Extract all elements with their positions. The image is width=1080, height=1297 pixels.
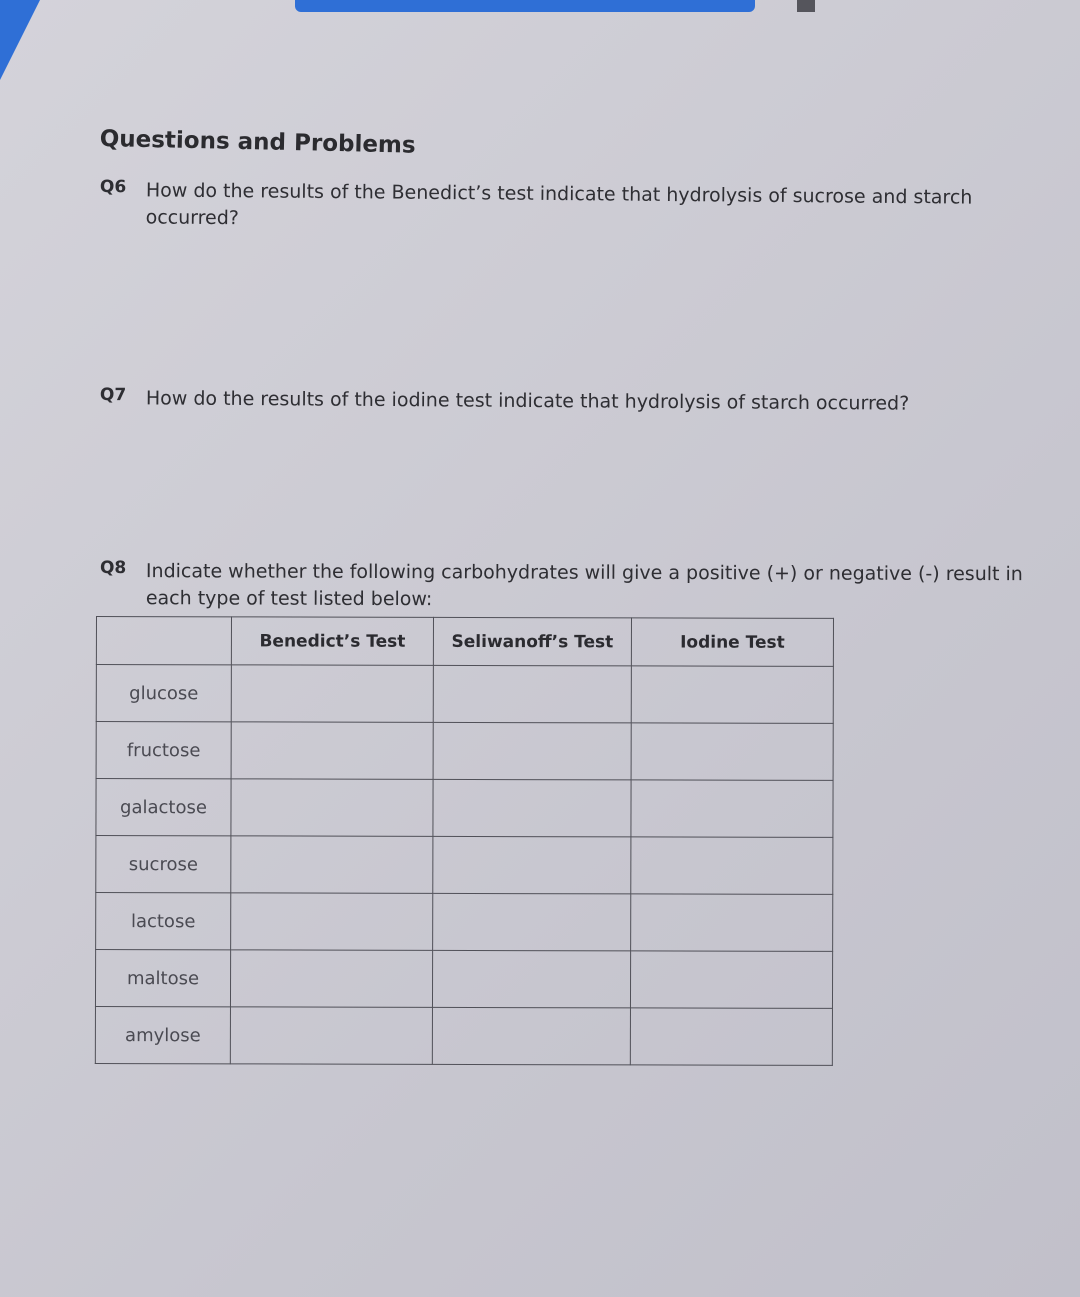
- row-label-amylose: amylose: [95, 1007, 230, 1064]
- answer-cell-benedicts[interactable]: [231, 779, 433, 837]
- answer-cell-benedicts[interactable]: [230, 950, 432, 1008]
- row-label-sucrose: sucrose: [96, 836, 231, 893]
- answer-cell-benedicts[interactable]: [231, 836, 433, 894]
- answer-cell-iodine[interactable]: [631, 666, 833, 724]
- table-row: [96, 722, 833, 781]
- answer-cell-seliwanoffs[interactable]: [433, 836, 631, 894]
- answer-cell-seliwanoffs[interactable]: [432, 950, 630, 1008]
- table-header-row: [96, 617, 833, 667]
- header-benedicts-test: Benedict’s Test: [231, 617, 433, 666]
- question-7-text: [146, 385, 910, 417]
- answer-cell-iodine[interactable]: [631, 894, 833, 952]
- answer-cell-benedicts[interactable]: [231, 893, 433, 951]
- row-label-lactose: lactose: [96, 893, 231, 950]
- question-8-text: [146, 558, 1023, 615]
- table-row: [96, 836, 833, 895]
- question-6-line-2: occurred?: [145, 206, 240, 230]
- row-label-galactose: galactose: [96, 779, 231, 836]
- question-7-line-1: How do the results of the iodine test indicate that hydrolysis of starch occurred?: [145, 387, 910, 415]
- header-iodine-test: Iodine Test: [631, 618, 833, 667]
- answer-cell-iodine[interactable]: [630, 1008, 832, 1066]
- row-label-maltose: maltose: [95, 950, 230, 1007]
- question-8-line-1: Indicate whether the following carbohydrates will give a positive (+) or negative (-) result in: [145, 560, 1023, 586]
- row-label-fructose: fructose: [96, 722, 231, 779]
- answer-cell-iodine[interactable]: [631, 723, 833, 781]
- answer-cell-benedicts[interactable]: [230, 1007, 432, 1065]
- answer-cell-seliwanoffs[interactable]: [433, 665, 631, 723]
- question-8-line-2: each type of test listed below:: [145, 587, 433, 611]
- answer-cell-iodine[interactable]: [630, 951, 832, 1009]
- table-row: [96, 893, 833, 952]
- answer-cell-seliwanoffs[interactable]: [433, 722, 631, 780]
- section-heading: Questions and Problems: [99, 126, 416, 159]
- results-table: [95, 616, 834, 1066]
- answer-cell-iodine[interactable]: [631, 780, 833, 838]
- question-8-number: Q8: [99, 558, 127, 579]
- table-row: [96, 779, 833, 838]
- answer-cell-seliwanoffs[interactable]: [432, 1007, 630, 1065]
- answer-cell-seliwanoffs[interactable]: [433, 893, 631, 951]
- answer-cell-seliwanoffs[interactable]: [433, 779, 631, 837]
- question-6-line-1: How do the results of the Benedict’s test indicate that hydrolysis of sucrose and starch: [145, 179, 973, 209]
- question-7-number: Q7: [99, 385, 127, 406]
- header-blank: [96, 617, 231, 665]
- table-row: [96, 665, 833, 724]
- answer-cell-iodine[interactable]: [631, 837, 833, 895]
- header-seliwanoffs-test: Seliwanoff’s Test: [433, 617, 631, 666]
- answer-cell-benedicts[interactable]: [231, 665, 433, 723]
- answer-cell-benedicts[interactable]: [231, 722, 433, 780]
- table-row: [95, 1007, 832, 1066]
- row-label-glucose: glucose: [96, 665, 231, 722]
- table-row: [95, 950, 832, 1009]
- question-6-text: [146, 177, 973, 238]
- question-6-number: Q6: [99, 177, 127, 198]
